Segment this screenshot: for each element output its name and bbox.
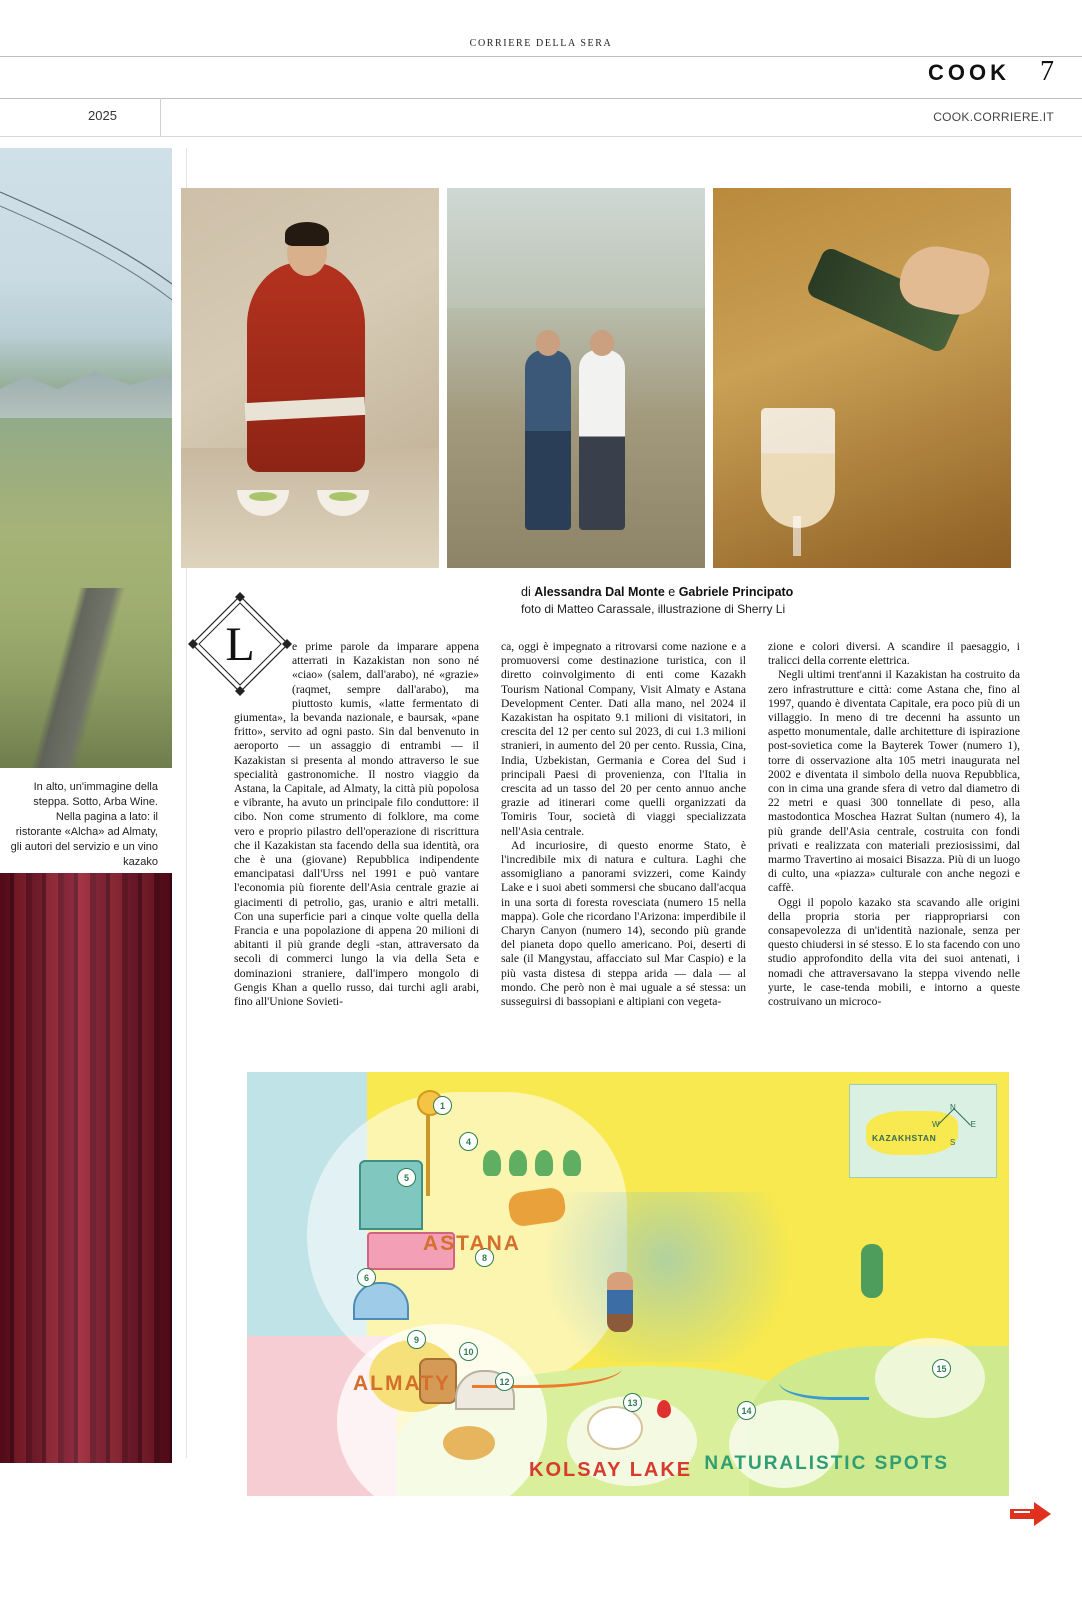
byline-author-two: Gabriele Principato bbox=[678, 585, 794, 599]
author-head-left bbox=[536, 330, 560, 356]
power-line-graphic bbox=[0, 188, 172, 308]
traveler-figure-icon bbox=[607, 1272, 633, 1332]
mountain-range-shape bbox=[0, 358, 172, 418]
map-number-badge[interactable]: 8 bbox=[475, 1248, 494, 1267]
article-column-2 bbox=[501, 640, 746, 1009]
masthead-vertical-divider bbox=[160, 98, 161, 136]
tower-stalk-shape bbox=[426, 1110, 430, 1196]
food-plate-icon bbox=[587, 1406, 643, 1450]
arrow-right-icon bbox=[1010, 1500, 1052, 1528]
rail-photo-caption: In alto, un'immagine della steppa. Sotto, Arba Wine. Nella pagina a lato: il ristorante «Alcha» ad Almaty, gli autori del servizio e un vino kazako bbox=[10, 781, 158, 868]
wine-glass-stem bbox=[793, 516, 801, 556]
sky-shape bbox=[447, 188, 705, 308]
wine-glass-shape bbox=[761, 408, 835, 528]
byline-authors bbox=[521, 584, 811, 601]
author-head-right bbox=[590, 330, 614, 356]
map-number-badge[interactable]: 4 bbox=[459, 1132, 478, 1151]
byline-author-one: Alessandra Dal Monte bbox=[534, 585, 665, 599]
paragraph: zione e colori diversi. A scandire il paesaggio, i tralicci della corrente elettrica. bbox=[768, 640, 1020, 668]
byline bbox=[521, 584, 811, 618]
paragraph: Oggi il popolo kazako sta scavando alle origini della propria storia per riappropriarsi con consapevolezza di un'identità nazionale, senza per questo chiudersi in sé stesso. E lo sta facendo con uno studio approfondito della vita dei suoi antenati, i nomadi che attraversavano la steppa vivendo nelle yurte, le case-tenda mobili, e intorno a queste costruivano un microco- bbox=[768, 895, 1020, 1009]
next-page-arrow[interactable] bbox=[1010, 1500, 1052, 1528]
page-number: 7 bbox=[1040, 56, 1054, 87]
compass-east-label: E bbox=[970, 1120, 976, 1129]
masthead-rule-mid bbox=[0, 98, 1082, 99]
road-shape bbox=[0, 588, 172, 768]
map-label-almaty: ALMATY bbox=[353, 1372, 451, 1395]
drop-cap-letter: L bbox=[225, 617, 255, 671]
issue-year: 2025 bbox=[88, 108, 117, 123]
compass-cross-shape bbox=[937, 1108, 971, 1142]
chef-hair-shape bbox=[285, 222, 329, 246]
map-number-badge[interactable]: 12 bbox=[495, 1372, 514, 1391]
compass-south-label: S bbox=[950, 1138, 956, 1147]
article-column-1 bbox=[234, 640, 479, 1009]
section-title: COOK bbox=[928, 60, 1010, 85]
publication-title: CORRIERE DELLA SERA bbox=[469, 38, 613, 49]
river-area bbox=[547, 1192, 847, 1362]
map-number-badge[interactable]: 9 bbox=[407, 1330, 426, 1349]
map-label-astana: ASTANA bbox=[423, 1232, 521, 1255]
engraved-wall-shape bbox=[713, 188, 1011, 568]
arba-wine-photo bbox=[0, 873, 172, 1463]
map-number-badge[interactable]: 15 bbox=[932, 1359, 951, 1378]
compass-west-label: W bbox=[932, 1120, 940, 1129]
cactus-icon bbox=[861, 1244, 883, 1298]
byline-prefix: di bbox=[521, 585, 535, 599]
masthead-rule-top bbox=[0, 56, 1082, 57]
map-pin-icon bbox=[657, 1400, 671, 1418]
compass-rose-icon bbox=[934, 1105, 974, 1145]
red-robe-shape bbox=[247, 262, 365, 472]
author-figure-left bbox=[525, 350, 571, 530]
compass-north-label: N bbox=[950, 1103, 956, 1112]
forest-detail-circle bbox=[875, 1338, 985, 1418]
map-number-badge[interactable]: 10 bbox=[459, 1342, 478, 1361]
left-photo-rail bbox=[0, 148, 172, 1548]
article-body bbox=[234, 640, 1020, 1030]
tree-cluster-icon bbox=[483, 1136, 593, 1176]
authors-steppe-photo bbox=[447, 188, 705, 568]
paragraph: Ad incuriosire, di questo enorme Stato, è l'incredibile mix di natura e cultura. Laghi che assomigliano a panorami svizzeri, come Kaindy Lake e i suoi abeti sommersi che sbucano dall'acqua in una sorta di foresta rovesciata (numero 15 nella mappa). Gole che ricordano l'Arizona: imperdibile il Charyn Canyon (numero 14), secondo più grande del pianeta dopo quello americano. Poi, deserti di sale (il Mangystau, affacciato sul Mar Caspio) e la più vasta distesa di steppa arida — dala — al mondo. Che però non è mai uguale a sé stessa: un susseguirsi di bassopiani e altipiani con vegeta- bbox=[501, 838, 746, 1009]
wine-pour-photo bbox=[713, 188, 1011, 568]
author-figure-right bbox=[579, 350, 625, 530]
masthead-rule-bottom bbox=[0, 136, 1082, 137]
tree-icon bbox=[535, 1150, 553, 1176]
map-number-badge[interactable]: 14 bbox=[737, 1401, 756, 1420]
restaurant-chef-photo bbox=[181, 188, 439, 568]
steppe-landscape-photo bbox=[0, 148, 172, 768]
paragraph: Negli ultimi trent'anni il Kazakistan ha costruito da zero infrastrutture e città: come Astana che, fino al 1997, quando è diventata Capitale, era poco più di un villaggio. In meno di tre decenni ha assunto un aspetto monumentale, dalle architetture di ispirazione post-sovietica come la Bayterek Tower (numero 1), torre di osservazione alta 105 metri inaugurata nel 2002 e diventata il simbolo della nuova Repubblica, con in cima una grande sfera di vetro dal diametro di 22 metri e quasi 300 tonnellate di peso, alla mastodontica Moschea Hazrat Sultan (numero 4), la più grande dell'Asia centrale, costruita con fondi privati e realizzata con materiali preziosissimi, dal marmo Travertino ai mosaici Bisazza. Più di un luogo di culto, una «piazza» culturale con anche negozi e caffè. bbox=[768, 668, 1020, 895]
byline-credits: foto di Matteo Carassale, illustrazione di Sherry Li bbox=[521, 602, 786, 616]
paragraph: ca, oggi è impegnato a ritrovarsi come nazione e a promuoversi come destinazione turistica, con il diretto coinvolgimento di enti come Kazakh Tourism National Company, Visit Almaty e Astana Development Center. Dati alla mano, nel 2024 il Kazakistan ha ospitato 9.1 milioni di visitatori, in crescita del 12 per cento sul 2023, di cui 1.3 milioni stranieri, in aumento del 20 per cento. Russia, Cina, India, Uzbekistan, Germania e Corea del Sud i principali Paesi di provenienza, con l'Italia in crescita ad un tasso del 20 per cento annuo anche grazie ad itinerari come quelli organizzati da Tomiris Tour, società di viaggi specializzata nell'Asia centrale. bbox=[501, 640, 746, 838]
map-number-badge[interactable]: 1 bbox=[433, 1096, 452, 1115]
tree-icon bbox=[483, 1150, 501, 1176]
paragraph: e prime parole da imparare appena atterrati in Kazakistan non sono né «ciao» (salem, dall'arabo), né «grazie» (raqmet, sempre dall'arabo), ma piuttosto kumis, «latte fermentato di giumenta», la bevanda nazionale, e baursak, «pane fritto», servito ad ogni pasto. Sin dal benvenuto in aeroporto — un assaggio di entrambi — il Kazakistan si presenta al mondo attraverso le sue specialità gastronomiche. Il nostro viaggio da Astana, la Capitale, ad Almaty, la città più popolosa e vibrante, ha avuto un principale filo conduttore: il cibo. Non come strumento di folklore, ma come vero e proprio pilastro dell'operazione di riscrittura che il Kazakistan sta facendo della sua identità, ora che è una (giovane) Repubblica indipendente emancipatasi dall'Urss nel 1991 e può vantare l'economia più fiorente dell'Asia centrale grazie ai giacimenti di petrolio, gas, uranio e altri metalli. Con una superficie pari a cinque volte quella della Francia e una popolazione di appena 20 milioni di abitanti il più grande degli -stan, attraversato da secoli di commerci lungo la via della Seta e dominazioni straniere, dall'impero mongolo di Gengis Khan a quello russo, dai turchi agli arabi, fino all'Unione Sovieti- bbox=[234, 640, 479, 1009]
dropcap-text-wrap-spacer bbox=[234, 640, 292, 698]
map-number-badge[interactable]: 13 bbox=[623, 1393, 642, 1412]
inset-country-label: KAZAKHSTAN bbox=[872, 1133, 937, 1143]
page-masthead bbox=[0, 0, 1082, 140]
map-number-badge[interactable]: 5 bbox=[397, 1168, 416, 1187]
map-label-naturalistic-spots: NATURALISTIC SPOTS bbox=[704, 1453, 949, 1474]
article-column-3 bbox=[768, 640, 1020, 1009]
tree-icon bbox=[509, 1150, 527, 1176]
map-label-kolsay-lake: KOLSAY LAKE bbox=[529, 1459, 693, 1481]
website-label: COOK.CORRIERE.IT bbox=[933, 110, 1054, 124]
tree-icon bbox=[563, 1150, 581, 1176]
top-photo-strip bbox=[181, 188, 1011, 568]
kazakhstan-illustrated-map bbox=[247, 1072, 1009, 1496]
byline-conjunction: e bbox=[664, 585, 679, 599]
map-number-badge[interactable]: 6 bbox=[357, 1268, 376, 1287]
map-inset-kazakhstan bbox=[849, 1084, 997, 1178]
bread-icon bbox=[443, 1426, 495, 1460]
